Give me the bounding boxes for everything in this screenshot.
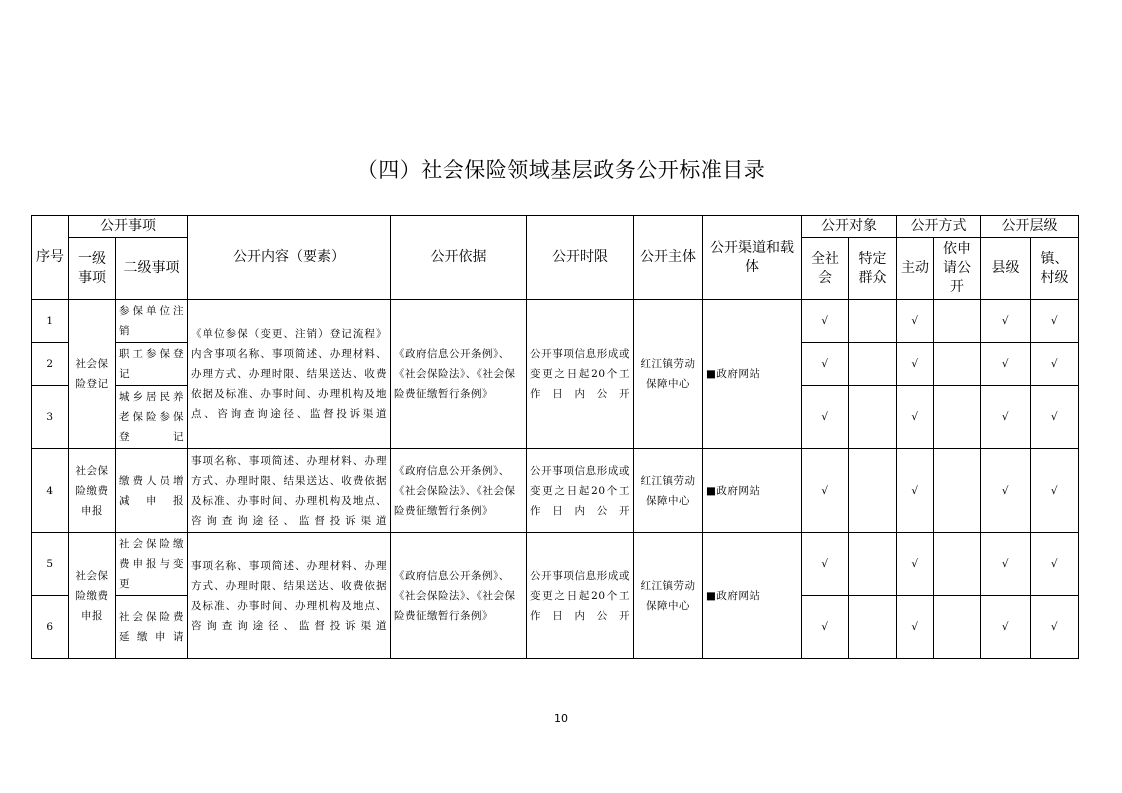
header-level-group: 公开层级 [981,216,1079,238]
channel-cell: ■政府网站 [703,300,802,449]
check-level-town: √ [1031,596,1079,659]
header-level-town: 镇、村级 [1031,238,1079,300]
check-level-county: √ [981,596,1031,659]
header-level2: 二级事项 [116,238,188,300]
time-limit-cell: 公开事项信息形成或变更之日起20个工作日内公开 [527,533,634,659]
level1-cell: 社会保险缴费申报 [69,533,116,659]
level2-cell: 社会保险缴费申报与变更 [116,533,188,596]
table-row [32,449,1079,533]
header-level1: 一级事项 [69,238,116,300]
level2-cell: 缴费人员增减申报 [116,449,188,533]
check-object-specific [849,449,897,533]
level1-cell: 社会保险登记 [69,300,116,449]
table-row [32,533,1079,596]
check-object-public: √ [802,596,849,659]
seq-cell: 1 [32,300,69,343]
check-level-town: √ [1031,343,1079,386]
table-body [32,300,1079,659]
check-mode-active: √ [897,386,934,449]
check-object-specific [849,533,897,596]
level2-cell: 社会保险费延缴申请 [116,596,188,659]
level1-cell: 社会保险缴费申报 [69,449,116,533]
header-channel: 公开渠道和载体 [703,216,802,300]
seq-cell: 4 [32,449,69,533]
basis-cell: 《政府信息公开条例》、《社会保险法》、《社会保险费征缴暂行条例》 [391,449,527,533]
check-level-county: √ [981,300,1031,343]
header-mode-group: 公开方式 [897,216,981,238]
check-object-public: √ [802,343,849,386]
check-mode-request [934,449,981,533]
check-level-county: √ [981,533,1031,596]
check-level-county: √ [981,449,1031,533]
content-cell: 事项名称、事项简述、办理材料、办理方式、办理时限、结果送达、收费依据及标准、办事时间、办理机构及地点、咨询查询途径、监督投诉渠道 [188,449,391,533]
check-object-specific [849,596,897,659]
level2-cell: 城乡居民养老保险参保登记 [116,386,188,449]
content-cell: 事项名称、事项简述、办理材料、办理方式、办理时限、结果送达、收费依据及标准、办事时间、办理机构及地点、咨询查询途径、监督投诉渠道 [188,533,391,659]
seq-cell: 5 [32,533,69,596]
header-level-county: 县级 [981,238,1031,300]
check-object-specific [849,386,897,449]
time-limit-cell: 公开事项信息形成或变更之日起20个工作日内公开 [527,449,634,533]
check-mode-active: √ [897,596,934,659]
header-object-group: 公开对象 [802,216,897,238]
channel-cell: ■政府网站 [703,449,802,533]
check-mode-request [934,596,981,659]
page-number: 10 [554,712,568,725]
catalog-table [31,215,1079,659]
check-level-town: √ [1031,386,1079,449]
header-subject: 公开主体 [634,216,703,300]
check-mode-active: √ [897,343,934,386]
basis-cell: 《政府信息公开条例》、《社会保险法》、《社会保险费征缴暂行条例》 [391,533,527,659]
subject-cell: 红江镇劳动保障中心 [634,449,703,533]
check-mode-request [934,300,981,343]
header-mode-active: 主动 [897,238,934,300]
header-object-public: 全社会 [802,238,849,300]
table-row [32,300,1079,343]
header-mode-request: 依申请公开 [934,238,981,300]
basis-cell: 《政府信息公开条例》、《社会保险法》、《社会保险费征缴暂行条例》 [391,300,527,449]
seq-cell: 3 [32,386,69,449]
check-object-public: √ [802,386,849,449]
time-limit-cell: 公开事项信息形成或变更之日起20个工作日内公开 [527,300,634,449]
content-cell: 《单位参保（变更、注销）登记流程》内含事项名称、事项简述、办理材料、办理方式、办理时限、结果送达、收费依据及标准、办事时间、办理机构及地点、咨询查询途径、监督投诉渠道 [188,300,391,449]
level2-cell: 参保单位注销 [116,300,188,343]
check-object-public: √ [802,449,849,533]
level2-cell: 职工参保登记 [116,343,188,386]
seq-cell: 2 [32,343,69,386]
seq-cell: 6 [32,596,69,659]
header-content: 公开内容（要素） [188,216,391,300]
check-mode-request [934,386,981,449]
header-seq: 序号 [32,216,69,300]
check-level-county: √ [981,386,1031,449]
check-mode-active: √ [897,300,934,343]
check-object-public: √ [802,300,849,343]
check-object-specific [849,343,897,386]
header-object-specific: 特定群众 [849,238,897,300]
check-object-public: √ [802,533,849,596]
check-object-specific [849,300,897,343]
check-level-town: √ [1031,533,1079,596]
check-level-county: √ [981,343,1031,386]
check-mode-active: √ [897,533,934,596]
header-basis: 公开依据 [391,216,527,300]
table-header [32,216,1079,300]
channel-cell: ■政府网站 [703,533,802,659]
check-mode-active: √ [897,449,934,533]
header-time-limit: 公开时限 [527,216,634,300]
check-level-town: √ [1031,300,1079,343]
subject-cell: 红江镇劳动保障中心 [634,533,703,659]
check-mode-request [934,533,981,596]
check-mode-request [934,343,981,386]
page-title: （四）社会保险领域基层政务公开标准目录 [356,158,766,182]
check-level-town: √ [1031,449,1079,533]
subject-cell: 红江镇劳动保障中心 [634,300,703,449]
header-item-group: 公开事项 [69,216,188,238]
